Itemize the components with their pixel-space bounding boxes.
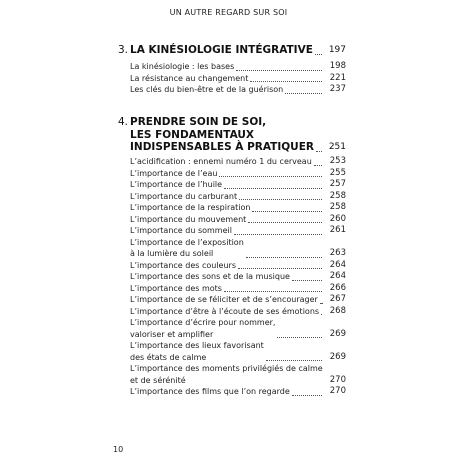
- entry-page: 264: [329, 259, 346, 270]
- toc-entry: [130, 179, 346, 191]
- entry-label: L’importance d’être à l’écoute de ses émotions: [130, 306, 320, 316]
- entry-label: Les clés du bien-être et de la guérison: [130, 85, 284, 94]
- toc-entry: [130, 225, 346, 237]
- toc-entry: [130, 294, 346, 306]
- toc-entry: [130, 214, 346, 226]
- section-heading: [118, 44, 346, 57]
- entry-page: 257: [329, 179, 346, 189]
- entry-label: L’importance du carburant: [130, 191, 238, 201]
- dot-leader: [250, 81, 322, 82]
- entry-label: L’importance de se féliciter et de s’encourager: [130, 295, 318, 304]
- dot-leader: [219, 176, 322, 177]
- entry-page: 261: [329, 225, 346, 235]
- dot-leader: [321, 314, 322, 315]
- entry-page: 253: [329, 156, 346, 166]
- toc-section-4: [118, 116, 346, 396]
- toc-entry: [130, 306, 346, 318]
- entry-page: 260: [329, 213, 346, 224]
- entry-page: 198: [329, 61, 346, 71]
- entry-label: L’importance des lieux favorisant des états de calme: [130, 341, 264, 362]
- toc-entry: [130, 168, 346, 180]
- toc-entry: [130, 386, 346, 398]
- entry-page: 267: [329, 294, 346, 304]
- dot-leader: [252, 211, 322, 212]
- toc-entry: [130, 237, 346, 260]
- entry-label: L’importance d’écrire pour nommer, valoriser et amplifier: [130, 318, 276, 339]
- section-number: 4.: [118, 116, 129, 128]
- dot-leader: [224, 291, 322, 292]
- dot-leader: [320, 303, 322, 304]
- toc-entry: [130, 283, 346, 295]
- section-title-line: PRENDRE SOIN DE SOI,: [130, 116, 267, 128]
- dot-leader: [292, 280, 322, 281]
- section-title: [130, 116, 314, 154]
- entry-label: L’importance des mots: [130, 283, 222, 293]
- entry-page: 258: [329, 190, 346, 201]
- entry-label: L’importance du sommeil: [130, 226, 232, 235]
- dot-leader: [234, 234, 322, 235]
- entry-label: L’importance de la respiration: [130, 203, 251, 212]
- section-title-line: INDISPENSABLES À PRATIQUER: [130, 141, 314, 153]
- toc-entry: [130, 260, 346, 272]
- entry-page: 263: [329, 248, 346, 258]
- entry-page: 268: [329, 305, 346, 316]
- toc-entry: [130, 191, 346, 203]
- entry-page: 258: [329, 202, 346, 212]
- section-heading: [118, 116, 346, 154]
- section-title-line: LA KINÉSIOLOGIE INTÉGRATIVE: [130, 44, 313, 56]
- dot-leader: [285, 93, 322, 94]
- dot-leader: [248, 222, 322, 223]
- entry-page: 255: [329, 167, 346, 178]
- dot-leader: [246, 257, 322, 258]
- page-number: 10: [113, 445, 124, 454]
- toc-entry: [130, 363, 346, 386]
- toc-entry: [130, 84, 346, 96]
- section-entries: [130, 156, 346, 398]
- toc-entry: [130, 271, 346, 283]
- toc-entry: [130, 156, 346, 168]
- entry-label: La résistance au changement: [130, 73, 249, 83]
- entry-label: L’importance de l’eau: [130, 168, 218, 178]
- toc-entry: [130, 61, 346, 73]
- entry-page: 269: [329, 328, 346, 339]
- entry-label: La kinésiologie : les bases: [130, 62, 235, 71]
- entry-page: 269: [329, 351, 346, 362]
- dot-leader: [239, 199, 322, 200]
- toc-entry: [130, 317, 346, 340]
- entry-label: L’importance des films que l’on regarde: [130, 387, 290, 396]
- entry-label: L’acidification : ennemi numéro 1 du cerveau: [130, 157, 312, 166]
- entry-label: L’importance de l’huile: [130, 180, 223, 189]
- entry-page: 270: [329, 374, 346, 385]
- section-page: 197: [328, 45, 346, 55]
- entry-page: 270: [329, 386, 346, 396]
- dot-leader: [315, 54, 322, 55]
- entry-label: L’importance de l’exposition à la lumière du soleil: [130, 237, 244, 258]
- dot-leader: [238, 268, 322, 269]
- entry-page: 266: [329, 282, 346, 293]
- dot-leader: [277, 337, 322, 338]
- dot-leader: [314, 165, 322, 166]
- section-number: 3.: [118, 44, 129, 56]
- entry-label: L’importance du mouvement: [130, 214, 247, 224]
- section-page: 251: [328, 142, 346, 152]
- section-title-line: LES FONDAMENTAUX: [130, 128, 254, 141]
- section-entries: [130, 61, 346, 96]
- dot-leader: [236, 70, 322, 71]
- dot-leader: [266, 360, 322, 361]
- toc-entry: [130, 202, 346, 214]
- dot-leader: [224, 188, 322, 189]
- entry-label: L’importance des sons et de la musique: [130, 272, 290, 281]
- dot-leader: [292, 395, 322, 396]
- toc-entry: [130, 340, 346, 363]
- running-header: UN AUTRE REGARD SUR SOI: [169, 8, 288, 17]
- entry-page: 237: [329, 84, 346, 94]
- entry-page: 221: [329, 72, 346, 83]
- entry-label: L’importance des moments privilégiés de calme et de sérénité: [130, 364, 323, 385]
- section-title: [130, 44, 313, 57]
- dot-leader: [316, 151, 322, 152]
- toc-entry: [130, 73, 346, 85]
- entry-page: 264: [329, 271, 346, 281]
- toc-section-3: [118, 44, 346, 94]
- entry-label: L’importance des couleurs: [130, 260, 236, 270]
